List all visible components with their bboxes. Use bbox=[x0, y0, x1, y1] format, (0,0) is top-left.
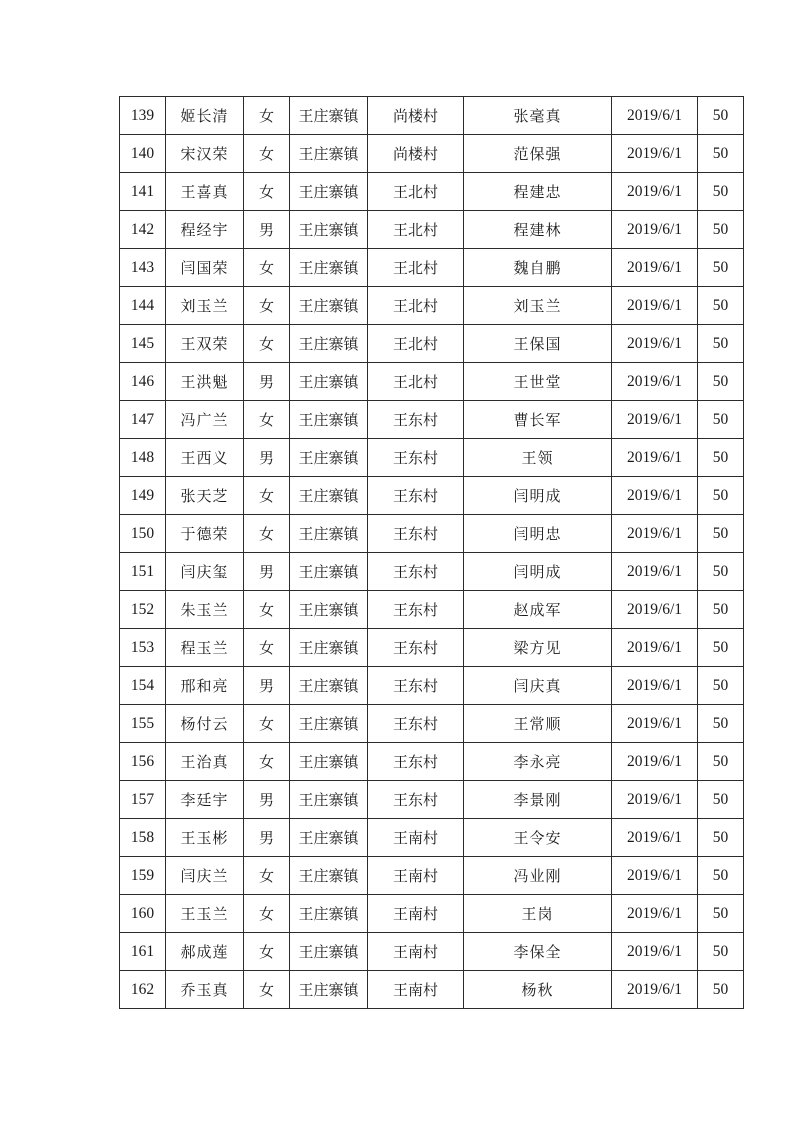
cell-serial-number: 143 bbox=[120, 249, 166, 287]
cell-serial-number: 145 bbox=[120, 325, 166, 363]
cell-serial-number: 152 bbox=[120, 591, 166, 629]
cell-gender: 男 bbox=[244, 553, 290, 591]
cell-village: 尚楼村 bbox=[368, 135, 464, 173]
cell-person-name: 朱玉兰 bbox=[166, 591, 244, 629]
cell-recipient-name: 曹长军 bbox=[464, 401, 612, 439]
cell-serial-number: 162 bbox=[120, 971, 166, 1009]
cell-amount: 50 bbox=[698, 819, 744, 857]
cell-serial-number: 157 bbox=[120, 781, 166, 819]
cell-date: 2019/6/1 bbox=[612, 135, 698, 173]
cell-gender: 男 bbox=[244, 439, 290, 477]
cell-recipient-name: 闫庆真 bbox=[464, 667, 612, 705]
table-row bbox=[120, 743, 744, 781]
table-row bbox=[120, 629, 744, 667]
cell-village: 王东村 bbox=[368, 629, 464, 667]
cell-recipient-name: 李景刚 bbox=[464, 781, 612, 819]
cell-date: 2019/6/1 bbox=[612, 287, 698, 325]
cell-serial-number: 148 bbox=[120, 439, 166, 477]
cell-town: 王庄寨镇 bbox=[290, 401, 368, 439]
cell-person-name: 郝成莲 bbox=[166, 933, 244, 971]
cell-person-name: 姬长清 bbox=[166, 97, 244, 135]
cell-town: 王庄寨镇 bbox=[290, 971, 368, 1009]
cell-amount: 50 bbox=[698, 781, 744, 819]
cell-date: 2019/6/1 bbox=[612, 629, 698, 667]
table-row bbox=[120, 553, 744, 591]
cell-village: 王北村 bbox=[368, 211, 464, 249]
cell-gender: 女 bbox=[244, 971, 290, 1009]
cell-gender: 女 bbox=[244, 857, 290, 895]
cell-person-name: 程经宇 bbox=[166, 211, 244, 249]
table-row bbox=[120, 477, 744, 515]
cell-village: 王东村 bbox=[368, 439, 464, 477]
cell-amount: 50 bbox=[698, 895, 744, 933]
cell-recipient-name: 杨秋 bbox=[464, 971, 612, 1009]
table-row bbox=[120, 287, 744, 325]
cell-village: 王东村 bbox=[368, 477, 464, 515]
cell-recipient-name: 闫明成 bbox=[464, 553, 612, 591]
cell-date: 2019/6/1 bbox=[612, 591, 698, 629]
cell-recipient-name: 张毫真 bbox=[464, 97, 612, 135]
cell-recipient-name: 闫明成 bbox=[464, 477, 612, 515]
cell-village: 王东村 bbox=[368, 781, 464, 819]
cell-person-name: 闫庆玺 bbox=[166, 553, 244, 591]
cell-amount: 50 bbox=[698, 591, 744, 629]
cell-person-name: 程玉兰 bbox=[166, 629, 244, 667]
cell-amount: 50 bbox=[698, 629, 744, 667]
cell-town: 王庄寨镇 bbox=[290, 135, 368, 173]
cell-gender: 女 bbox=[244, 515, 290, 553]
cell-village: 王东村 bbox=[368, 591, 464, 629]
cell-person-name: 乔玉真 bbox=[166, 971, 244, 1009]
cell-recipient-name: 王保国 bbox=[464, 325, 612, 363]
cell-town: 王庄寨镇 bbox=[290, 553, 368, 591]
cell-serial-number: 158 bbox=[120, 819, 166, 857]
cell-village: 王南村 bbox=[368, 933, 464, 971]
cell-date: 2019/6/1 bbox=[612, 515, 698, 553]
cell-village: 王北村 bbox=[368, 173, 464, 211]
cell-amount: 50 bbox=[698, 363, 744, 401]
cell-date: 2019/6/1 bbox=[612, 553, 698, 591]
cell-village: 王东村 bbox=[368, 667, 464, 705]
cell-gender: 男 bbox=[244, 363, 290, 401]
cell-gender: 女 bbox=[244, 477, 290, 515]
cell-recipient-name: 程建忠 bbox=[464, 173, 612, 211]
cell-recipient-name: 程建林 bbox=[464, 211, 612, 249]
cell-gender: 男 bbox=[244, 667, 290, 705]
cell-person-name: 闫庆兰 bbox=[166, 857, 244, 895]
cell-gender: 女 bbox=[244, 895, 290, 933]
table-row bbox=[120, 401, 744, 439]
cell-serial-number: 159 bbox=[120, 857, 166, 895]
cell-recipient-name: 王令安 bbox=[464, 819, 612, 857]
cell-gender: 男 bbox=[244, 211, 290, 249]
cell-gender: 女 bbox=[244, 173, 290, 211]
cell-town: 王庄寨镇 bbox=[290, 629, 368, 667]
cell-recipient-name: 刘玉兰 bbox=[464, 287, 612, 325]
cell-amount: 50 bbox=[698, 553, 744, 591]
cell-person-name: 张天芝 bbox=[166, 477, 244, 515]
table-row bbox=[120, 819, 744, 857]
cell-town: 王庄寨镇 bbox=[290, 781, 368, 819]
table-row bbox=[120, 591, 744, 629]
cell-town: 王庄寨镇 bbox=[290, 857, 368, 895]
cell-person-name: 王西义 bbox=[166, 439, 244, 477]
table-row bbox=[120, 857, 744, 895]
cell-recipient-name: 王常顺 bbox=[464, 705, 612, 743]
cell-serial-number: 154 bbox=[120, 667, 166, 705]
cell-village: 王东村 bbox=[368, 515, 464, 553]
cell-town: 王庄寨镇 bbox=[290, 173, 368, 211]
cell-town: 王庄寨镇 bbox=[290, 819, 368, 857]
cell-serial-number: 153 bbox=[120, 629, 166, 667]
cell-town: 王庄寨镇 bbox=[290, 363, 368, 401]
cell-person-name: 李廷宇 bbox=[166, 781, 244, 819]
cell-date: 2019/6/1 bbox=[612, 667, 698, 705]
cell-serial-number: 150 bbox=[120, 515, 166, 553]
cell-amount: 50 bbox=[698, 135, 744, 173]
table-row bbox=[120, 173, 744, 211]
cell-date: 2019/6/1 bbox=[612, 363, 698, 401]
cell-village: 王南村 bbox=[368, 857, 464, 895]
cell-recipient-name: 梁方见 bbox=[464, 629, 612, 667]
cell-date: 2019/6/1 bbox=[612, 895, 698, 933]
cell-date: 2019/6/1 bbox=[612, 325, 698, 363]
cell-serial-number: 149 bbox=[120, 477, 166, 515]
roster-table-body bbox=[120, 97, 744, 1009]
table-row bbox=[120, 249, 744, 287]
cell-date: 2019/6/1 bbox=[612, 439, 698, 477]
cell-town: 王庄寨镇 bbox=[290, 439, 368, 477]
cell-amount: 50 bbox=[698, 515, 744, 553]
cell-gender: 女 bbox=[244, 97, 290, 135]
cell-person-name: 王双荣 bbox=[166, 325, 244, 363]
cell-person-name: 于德荣 bbox=[166, 515, 244, 553]
cell-person-name: 杨付云 bbox=[166, 705, 244, 743]
cell-amount: 50 bbox=[698, 933, 744, 971]
cell-amount: 50 bbox=[698, 287, 744, 325]
cell-amount: 50 bbox=[698, 211, 744, 249]
cell-gender: 女 bbox=[244, 135, 290, 173]
cell-gender: 女 bbox=[244, 325, 290, 363]
cell-gender: 男 bbox=[244, 819, 290, 857]
cell-amount: 50 bbox=[698, 325, 744, 363]
cell-person-name: 冯广兰 bbox=[166, 401, 244, 439]
cell-amount: 50 bbox=[698, 971, 744, 1009]
cell-gender: 女 bbox=[244, 629, 290, 667]
cell-village: 王北村 bbox=[368, 363, 464, 401]
cell-date: 2019/6/1 bbox=[612, 477, 698, 515]
cell-amount: 50 bbox=[698, 249, 744, 287]
cell-person-name: 邢和亮 bbox=[166, 667, 244, 705]
cell-village: 王北村 bbox=[368, 325, 464, 363]
cell-town: 王庄寨镇 bbox=[290, 705, 368, 743]
cell-date: 2019/6/1 bbox=[612, 401, 698, 439]
cell-town: 王庄寨镇 bbox=[290, 287, 368, 325]
cell-date: 2019/6/1 bbox=[612, 743, 698, 781]
cell-amount: 50 bbox=[698, 667, 744, 705]
cell-gender: 女 bbox=[244, 933, 290, 971]
cell-recipient-name: 李保全 bbox=[464, 933, 612, 971]
cell-village: 王南村 bbox=[368, 819, 464, 857]
cell-village: 王南村 bbox=[368, 895, 464, 933]
table-row bbox=[120, 705, 744, 743]
cell-recipient-name: 李永亮 bbox=[464, 743, 612, 781]
roster-table bbox=[119, 96, 744, 1009]
table-row bbox=[120, 363, 744, 401]
table-row bbox=[120, 971, 744, 1009]
table-row bbox=[120, 97, 744, 135]
cell-amount: 50 bbox=[698, 743, 744, 781]
cell-serial-number: 147 bbox=[120, 401, 166, 439]
cell-serial-number: 139 bbox=[120, 97, 166, 135]
cell-recipient-name: 王世堂 bbox=[464, 363, 612, 401]
table-row bbox=[120, 325, 744, 363]
cell-amount: 50 bbox=[698, 173, 744, 211]
cell-town: 王庄寨镇 bbox=[290, 743, 368, 781]
cell-town: 王庄寨镇 bbox=[290, 97, 368, 135]
cell-recipient-name: 赵成军 bbox=[464, 591, 612, 629]
cell-date: 2019/6/1 bbox=[612, 211, 698, 249]
cell-town: 王庄寨镇 bbox=[290, 325, 368, 363]
cell-town: 王庄寨镇 bbox=[290, 249, 368, 287]
cell-village: 王东村 bbox=[368, 705, 464, 743]
cell-person-name: 王洪魁 bbox=[166, 363, 244, 401]
cell-recipient-name: 闫明忠 bbox=[464, 515, 612, 553]
cell-date: 2019/6/1 bbox=[612, 933, 698, 971]
cell-serial-number: 155 bbox=[120, 705, 166, 743]
cell-gender: 女 bbox=[244, 743, 290, 781]
cell-date: 2019/6/1 bbox=[612, 781, 698, 819]
cell-date: 2019/6/1 bbox=[612, 173, 698, 211]
cell-gender: 女 bbox=[244, 249, 290, 287]
cell-recipient-name: 王岗 bbox=[464, 895, 612, 933]
cell-serial-number: 151 bbox=[120, 553, 166, 591]
cell-amount: 50 bbox=[698, 401, 744, 439]
cell-date: 2019/6/1 bbox=[612, 819, 698, 857]
table-row bbox=[120, 781, 744, 819]
cell-gender: 女 bbox=[244, 287, 290, 325]
table-row bbox=[120, 667, 744, 705]
cell-town: 王庄寨镇 bbox=[290, 477, 368, 515]
cell-gender: 女 bbox=[244, 401, 290, 439]
table-row bbox=[120, 135, 744, 173]
cell-village: 王北村 bbox=[368, 287, 464, 325]
cell-person-name: 宋汉荣 bbox=[166, 135, 244, 173]
cell-gender: 女 bbox=[244, 591, 290, 629]
cell-town: 王庄寨镇 bbox=[290, 667, 368, 705]
cell-town: 王庄寨镇 bbox=[290, 591, 368, 629]
cell-serial-number: 156 bbox=[120, 743, 166, 781]
cell-person-name: 王玉兰 bbox=[166, 895, 244, 933]
cell-gender: 男 bbox=[244, 781, 290, 819]
cell-village: 王北村 bbox=[368, 249, 464, 287]
cell-person-name: 王喜真 bbox=[166, 173, 244, 211]
cell-gender: 女 bbox=[244, 705, 290, 743]
cell-amount: 50 bbox=[698, 705, 744, 743]
cell-recipient-name: 王领 bbox=[464, 439, 612, 477]
cell-amount: 50 bbox=[698, 439, 744, 477]
cell-village: 尚楼村 bbox=[368, 97, 464, 135]
cell-date: 2019/6/1 bbox=[612, 971, 698, 1009]
cell-village: 王东村 bbox=[368, 553, 464, 591]
cell-recipient-name: 冯业刚 bbox=[464, 857, 612, 895]
table-row bbox=[120, 439, 744, 477]
cell-village: 王东村 bbox=[368, 743, 464, 781]
cell-serial-number: 144 bbox=[120, 287, 166, 325]
cell-amount: 50 bbox=[698, 857, 744, 895]
table-row bbox=[120, 515, 744, 553]
cell-village: 王东村 bbox=[368, 401, 464, 439]
table-row bbox=[120, 211, 744, 249]
cell-person-name: 王玉彬 bbox=[166, 819, 244, 857]
cell-serial-number: 141 bbox=[120, 173, 166, 211]
table-row bbox=[120, 895, 744, 933]
cell-recipient-name: 范保强 bbox=[464, 135, 612, 173]
cell-serial-number: 160 bbox=[120, 895, 166, 933]
cell-person-name: 闫国荣 bbox=[166, 249, 244, 287]
cell-serial-number: 146 bbox=[120, 363, 166, 401]
cell-serial-number: 161 bbox=[120, 933, 166, 971]
cell-serial-number: 140 bbox=[120, 135, 166, 173]
cell-village: 王南村 bbox=[368, 971, 464, 1009]
cell-person-name: 刘玉兰 bbox=[166, 287, 244, 325]
cell-recipient-name: 魏自鹏 bbox=[464, 249, 612, 287]
cell-date: 2019/6/1 bbox=[612, 249, 698, 287]
cell-town: 王庄寨镇 bbox=[290, 895, 368, 933]
cell-person-name: 王治真 bbox=[166, 743, 244, 781]
cell-amount: 50 bbox=[698, 97, 744, 135]
cell-date: 2019/6/1 bbox=[612, 97, 698, 135]
table-row bbox=[120, 933, 744, 971]
cell-date: 2019/6/1 bbox=[612, 857, 698, 895]
cell-town: 王庄寨镇 bbox=[290, 515, 368, 553]
cell-town: 王庄寨镇 bbox=[290, 211, 368, 249]
cell-amount: 50 bbox=[698, 477, 744, 515]
cell-town: 王庄寨镇 bbox=[290, 933, 368, 971]
cell-date: 2019/6/1 bbox=[612, 705, 698, 743]
cell-serial-number: 142 bbox=[120, 211, 166, 249]
